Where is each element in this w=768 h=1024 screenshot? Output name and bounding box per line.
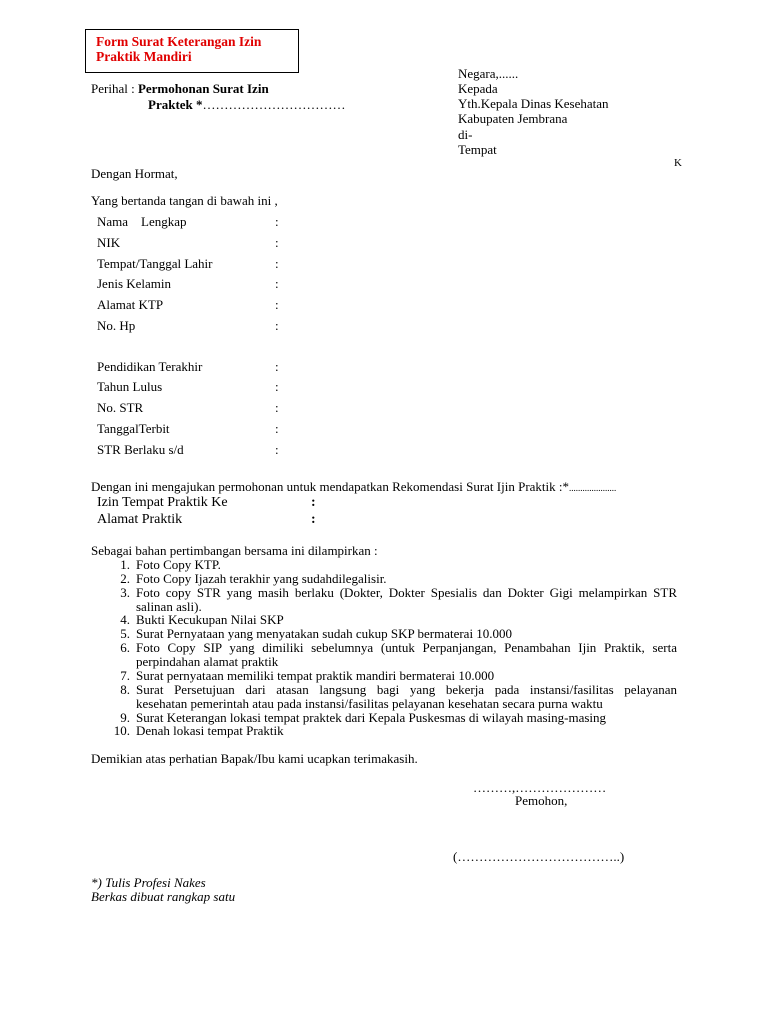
recipient-region: Kabupaten Jembrana [458, 111, 568, 126]
field-label-education: Pendidikan Terakhir [97, 359, 203, 374]
footnote-copies: Berkas dibuat rangkap satu [91, 889, 236, 904]
subject-line2 [148, 97, 346, 113]
attachments-intro: Sebagai bahan pertimbangan bersama ini dilampirkan : [91, 543, 378, 558]
subject-title: Permohonan Surat Izin [137, 81, 269, 96]
request-field-place: Izin Tempat Praktik Ke [97, 495, 228, 510]
intro-text: Yang bertanda tangan di bawah ini , [91, 193, 278, 208]
list-number: 1. [120, 557, 130, 572]
list-item-text: Surat Keterangan lokasi tempat praktek dari Kepala Puskesmas di wilayah masing-masing [136, 710, 607, 725]
list-number: 9. [120, 710, 130, 725]
request-field-colon: : [311, 512, 316, 527]
list-item-text: Foto Copy Ijazah terakhir yang sudahdilegalisir. [136, 571, 387, 586]
list-item-text-cont: salinan asli). [136, 599, 202, 614]
list-number: 4. [120, 612, 130, 627]
field-label-graduation: Tahun Lulus [97, 379, 163, 394]
recipient-to: Kepada [458, 81, 498, 96]
subject-dots: …………………………… [202, 97, 346, 112]
field-colon: : [275, 421, 279, 436]
form-title-box [85, 29, 299, 73]
field-label-ttl: Tempat/Tanggal Lahir [97, 256, 213, 271]
list-number: 3. [120, 585, 130, 600]
list-number: 5. [120, 626, 130, 641]
list-number: 8. [120, 682, 130, 697]
field-label-phone: No. Hp [97, 318, 136, 333]
subject-line1 [91, 81, 269, 97]
list-item-text: Bukti Kecukupan Nilai SKP [136, 612, 284, 627]
field-colon: : [275, 400, 279, 415]
footnote-profession: *) Tulis Profesi Nakes [91, 875, 206, 890]
list-item-text: Surat Persetujuan dari atasan langsung bagi yang bekerja pada instansi/fasilitas pelayanan [136, 682, 677, 697]
field-colon: : [275, 256, 279, 271]
list-item-text: Surat pernyataan memiliki tempat praktik mandiri bermaterai 10.000 [136, 668, 495, 683]
list-item-text: Foto Copy SIP yang dimiliki sebelumnya (untuk Perpanjangan, Penambahan Ijin Praktik, serta [136, 640, 677, 655]
form-title-line2: Praktik Mandiri [96, 49, 192, 64]
field-label-issued: TanggalTerbit [97, 421, 170, 436]
field-colon: : [275, 379, 279, 394]
field-label-nama: Nama Lengkap [97, 214, 187, 229]
recipient-office: Yth.Kepala Dinas Kesehatan [458, 96, 609, 111]
field-colon: : [275, 214, 279, 229]
recipient-at: di- [458, 127, 473, 142]
list-item-text: Foto Copy KTP. [136, 557, 221, 572]
field-colon: : [275, 276, 279, 291]
list-number: 10. [113, 723, 130, 738]
request-dots: ..................... [569, 483, 617, 493]
list-item-text: Denah lokasi tempat Praktik [136, 723, 284, 738]
recipient-place: Tempat [458, 142, 497, 157]
closing-text: Demikian atas perhatian Bapak/Ibu kami ucapkan terimakasih. [91, 751, 418, 766]
signature-role: Pemohon, [515, 793, 568, 808]
field-label-address: Alamat KTP [97, 297, 164, 312]
form-title-line1: Form Surat Keterangan Izin [96, 34, 262, 49]
field-colon: : [275, 359, 279, 374]
greeting: Dengan Hormat, [91, 166, 178, 181]
field-label-valid: STR Berlaku s/d [97, 442, 184, 457]
subject-label: Perihal : [91, 81, 138, 96]
request-field-colon: : [311, 495, 316, 510]
signature-name-line: (………………………………..) [453, 849, 625, 864]
field-colon: : [275, 297, 279, 312]
list-number: 6. [120, 640, 130, 655]
list-number: 2. [120, 571, 130, 586]
request-sentence: Dengan ini mengajukan permohonan untuk mendapatkan Rekomendasi Surat Ijin Praktik :* [91, 479, 570, 494]
list-item-text-cont: kesehatan pemerintah atau pada instansi/fasilitas pelayanan kesehatan secara purna waktu [136, 696, 603, 711]
recipient-place-date: Negara,...... [458, 66, 519, 81]
stray-mark: K [674, 157, 682, 169]
list-number: 7. [120, 668, 130, 683]
request-field-address: Alamat Praktik [97, 512, 183, 527]
list-item-text-cont: perpindahan alamat praktik [136, 654, 279, 669]
list-item-text: Surat Pernyataan yang menyatakan sudah cukup SKP bermaterai 10.000 [136, 626, 513, 641]
field-label-str: No. STR [97, 400, 144, 415]
field-colon: : [275, 318, 279, 333]
field-label-nik: NIK [97, 235, 121, 250]
list-item-text: Foto copy STR yang masih berlaku (Dokter, Dokter Spesialis dan Dokter Gigi melampirkan STR [136, 585, 677, 600]
signature-place-date: ………,………………… [473, 780, 607, 795]
field-label-gender: Jenis Kelamin [97, 276, 172, 291]
subject-title-cont: Praktek * [148, 97, 203, 112]
field-colon: : [275, 442, 279, 457]
field-colon: : [275, 235, 279, 250]
request-text [91, 479, 616, 495]
